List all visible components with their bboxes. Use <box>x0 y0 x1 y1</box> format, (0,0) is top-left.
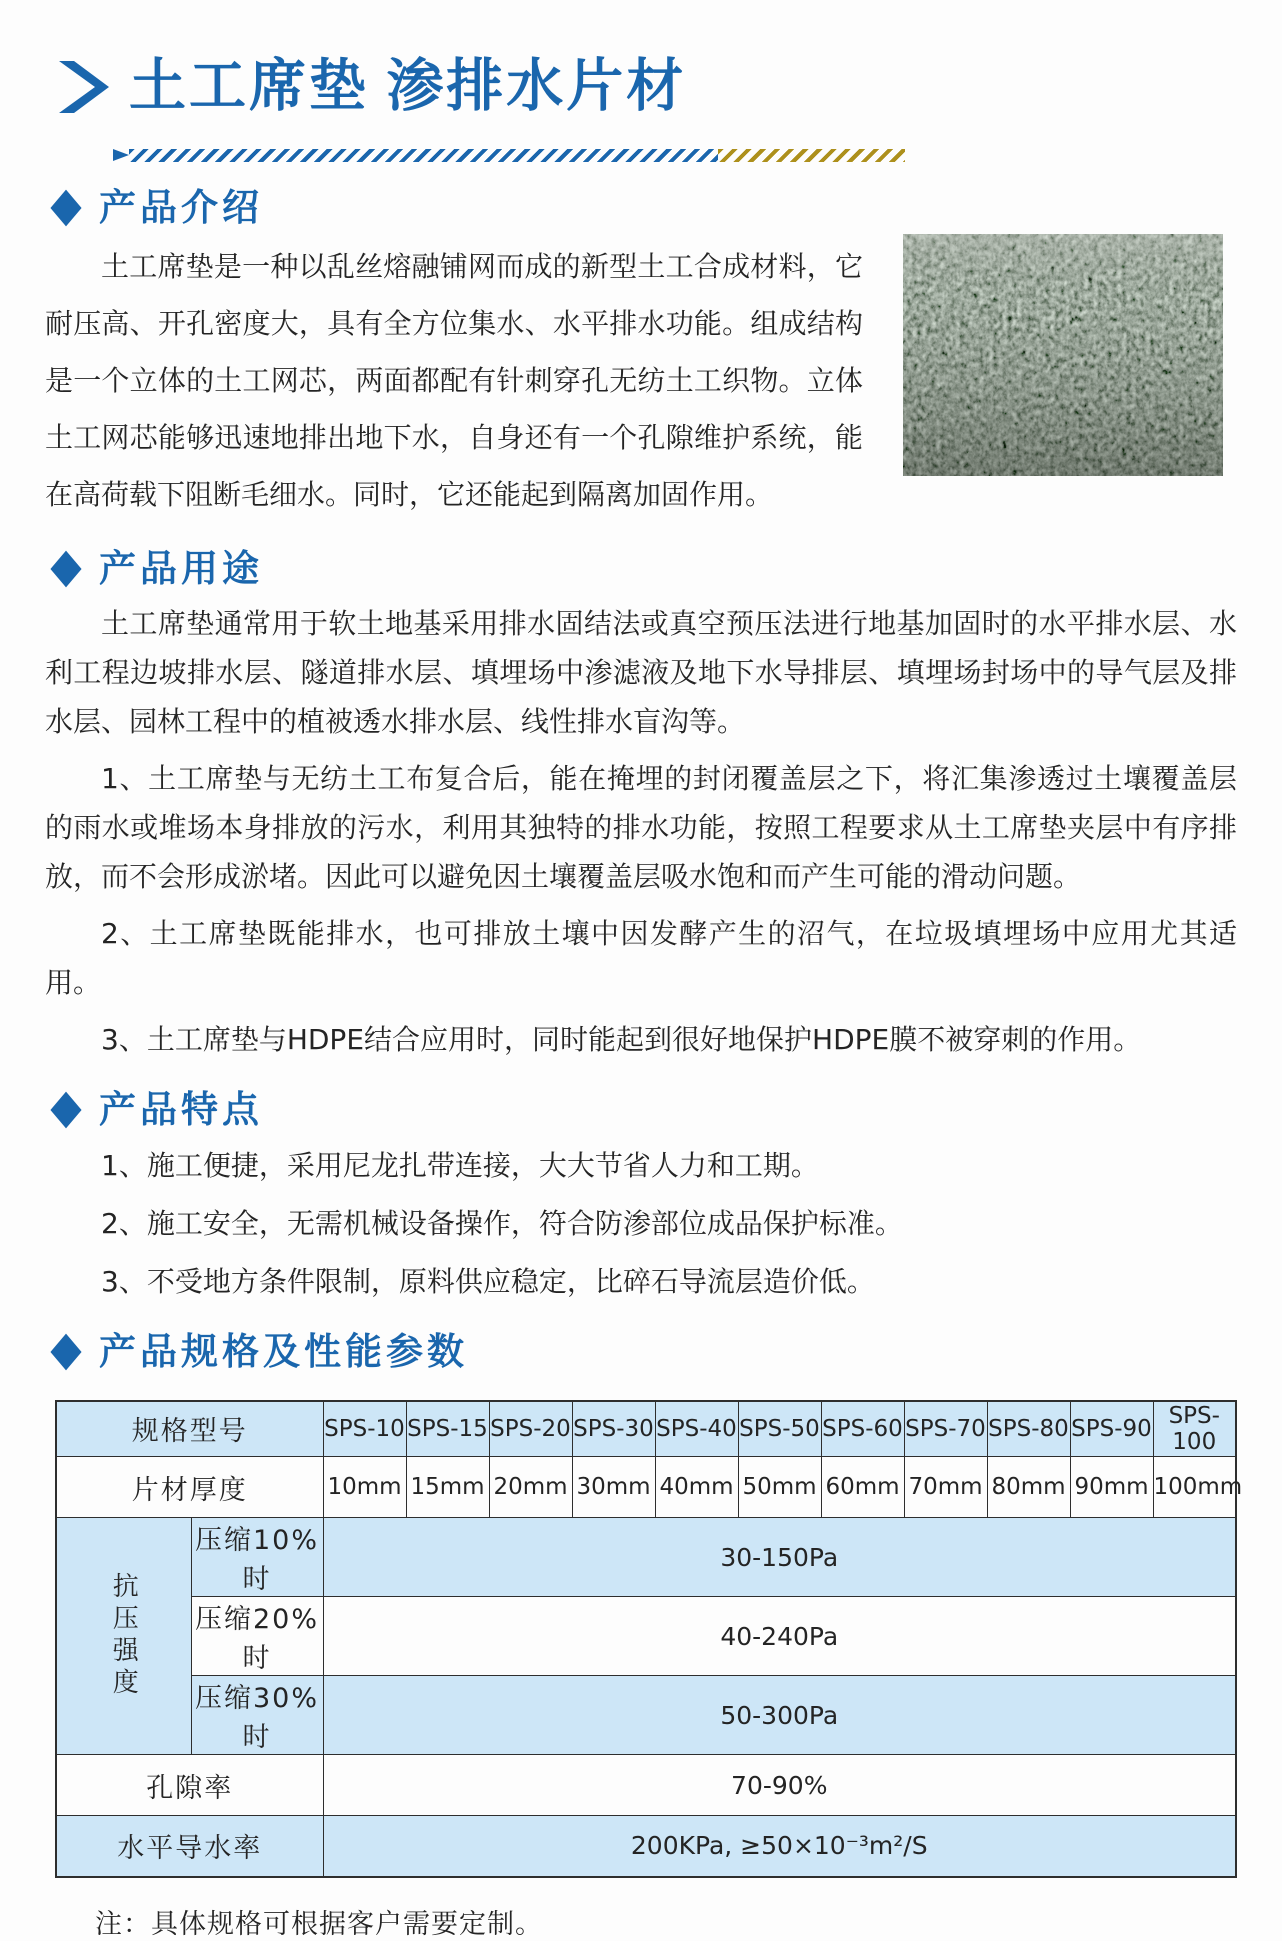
diamond-icon <box>50 189 81 226</box>
section-heading-features <box>51 1088 1237 1132</box>
conductivity-value-cell: 200KPa, ≥50×10⁻³m²/S <box>323 1816 1236 1877</box>
table-row-porosity <box>56 1755 1236 1816</box>
compress-condition-cell: 压缩10%时 <box>191 1518 323 1597</box>
compress-value-cell: 50-300Pa <box>323 1676 1236 1755</box>
porosity-value-cell: 70-90% <box>323 1755 1236 1816</box>
model-cell: SPS-15 <box>406 1401 489 1457</box>
section-heading-specs <box>51 1330 1237 1374</box>
model-cell: SPS-40 <box>655 1401 738 1457</box>
thickness-cell: 80mm <box>987 1457 1070 1518</box>
title-block <box>59 56 1237 119</box>
feature-item-1: 1、施工便捷，采用尼龙扎带连接，大大节省人力和工期。 <box>101 1148 819 1182</box>
page-title: 土工席垫 渗排水片材 <box>129 55 687 118</box>
feature-item-2: 2、施工安全，无需机械设备操作，符合防渗部位成品保护标准。 <box>101 1206 903 1240</box>
model-cell: SPS-10 <box>323 1401 406 1457</box>
features-heading: 产品特点 <box>99 1087 263 1131</box>
porosity-label-cell: 孔隙率 <box>56 1755 323 1816</box>
table-row-compress-20 <box>56 1597 1236 1676</box>
model-cell: SPS-70 <box>904 1401 987 1457</box>
usage-paragraph-2: 1、土工席垫与无纺土工布复合后，能在掩埋的封闭覆盖层之下，将汇集渗透过土壤覆盖层的雨水或堆场本身排放的污水，利用其独特的排水功能，按照工程要求从土工席垫夹层中有序排放，而不会形成淤堵。因此可以避免因土壤覆盖层吸水饱和而产生可能的滑动问题。 <box>45 761 1237 893</box>
usage-paragraph-1: 土工席垫通常用于软土地基采用排水固结法或真空预压法进行地基加固时的水平排水层、水利工程边坡排水层、隧道排水层、填埋场中渗滤液及地下水导排层、填埋场封场中的导气层及排水层、园林工程中的植被透水排水层、线性排水盲沟等。 <box>45 606 1237 738</box>
compress-value-cell: 30-150Pa <box>323 1518 1236 1597</box>
product-photo <box>903 234 1223 476</box>
divider-hatch-gold <box>718 149 905 162</box>
compressive-label: 抗压强度 <box>108 1572 139 1701</box>
table-row-models <box>56 1401 1236 1457</box>
intro-section <box>45 238 1237 523</box>
thickness-cell: 60mm <box>821 1457 904 1518</box>
chevron-right-icon <box>59 58 109 116</box>
compress-condition-cell: 压缩30%时 <box>191 1676 323 1755</box>
thickness-cell: 50mm <box>738 1457 821 1518</box>
usage-paragraph-3: 2、土工席垫既能排水，也可排放土壤中因发酵产生的沼气，在垃圾填埋场中应用尤其适用。 <box>45 916 1237 999</box>
model-label-cell: 规格型号 <box>56 1401 323 1457</box>
divider-hatch <box>113 149 905 162</box>
conductivity-label-cell: 水平导水率 <box>56 1816 323 1877</box>
model-cell: SPS-80 <box>987 1401 1070 1457</box>
diamond-icon <box>50 550 81 587</box>
thickness-cell: 90mm <box>1070 1457 1153 1518</box>
intro-heading: 产品介绍 <box>99 185 263 229</box>
table-row-conductivity <box>56 1816 1236 1877</box>
compress-condition-cell: 压缩20%时 <box>191 1597 323 1676</box>
compressive-label-cell <box>56 1518 191 1755</box>
thickness-cell: 100mm <box>1153 1457 1236 1518</box>
thickness-cell: 40mm <box>655 1457 738 1518</box>
thickness-label-cell: 片材厚度 <box>56 1457 323 1518</box>
divider-hatch-blue <box>129 149 718 162</box>
thickness-cell: 20mm <box>489 1457 572 1518</box>
usage-heading: 产品用途 <box>99 546 263 590</box>
table-note: 注：具体规格可根据客户需要定制。 <box>95 1908 543 1940</box>
table-row-thickness <box>56 1457 1236 1518</box>
diamond-icon <box>50 1333 81 1370</box>
compress-value-cell: 40-240Pa <box>323 1597 1236 1676</box>
section-heading-intro <box>51 186 1237 230</box>
model-cell: SPS-60 <box>821 1401 904 1457</box>
page <box>0 56 1282 1941</box>
usage-paragraph-4: 3、土工席垫与HDPE结合应用时，同时能起到很好地保护HDPE膜不被穿刺的作用。 <box>101 1022 1142 1056</box>
model-cell: SPS-100 <box>1153 1401 1236 1457</box>
table-row-compress-30 <box>56 1676 1236 1755</box>
feature-item-3: 3、不受地方条件限制，原料供应稳定，比碎石导流层造价低。 <box>101 1264 875 1298</box>
diamond-icon <box>50 1091 81 1128</box>
model-cell: SPS-30 <box>572 1401 655 1457</box>
thickness-cell: 10mm <box>323 1457 406 1518</box>
intro-paragraph: 土工席垫是一种以乱丝熔融铺网而成的新型土工合成材料，它耐压高、开孔密度大，具有全方位集水、水平排水功能。组成结构是一个立体的土工网芯，两面都配有针刺穿孔无纺土工织物。立体土工网芯能够迅速地排出地下水，自身还有一个孔隙维护系统，能在高荷载下阻断毛细水。同时，它还能起到隔离加固作用。 <box>45 249 863 511</box>
model-cell: SPS-20 <box>489 1401 572 1457</box>
section-heading-usage <box>51 547 1237 591</box>
thickness-cell: 70mm <box>904 1457 987 1518</box>
specs-heading: 产品规格及性能参数 <box>99 1329 468 1373</box>
table-row-compress-10 <box>56 1518 1236 1597</box>
model-cell: SPS-50 <box>738 1401 821 1457</box>
thickness-cell: 15mm <box>406 1457 489 1518</box>
spec-table <box>55 1400 1243 1878</box>
model-cell: SPS-90 <box>1070 1401 1153 1457</box>
thickness-cell: 30mm <box>572 1457 655 1518</box>
divider-lead-triangle <box>113 149 129 161</box>
